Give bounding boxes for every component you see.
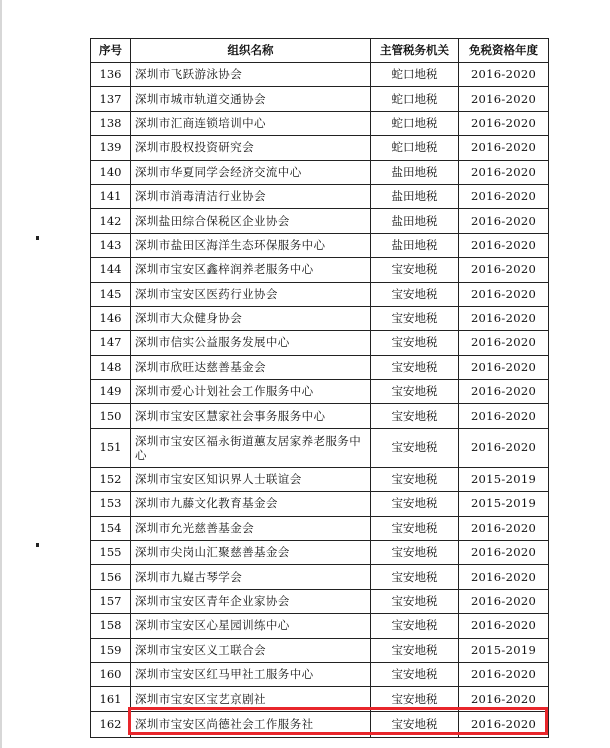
table-row	[91, 63, 549, 87]
exemption-years: 2016-2020	[459, 209, 549, 233]
tax-authority: 蛇口地税	[371, 63, 459, 87]
row-number: 147	[91, 331, 131, 355]
organization-name: 深圳市九藤文化教育基金会	[131, 492, 371, 516]
exemption-years: 2016-2020	[459, 687, 549, 711]
row-number: 158	[91, 614, 131, 638]
exemption-years: 2016-2020	[459, 662, 549, 686]
exemption-years: 2016-2020	[459, 258, 549, 282]
exemption-table	[90, 38, 549, 738]
organization-name: 深圳市爱心计划社会工作服务中心	[131, 380, 371, 404]
tax-authority: 宝安地税	[371, 355, 459, 379]
table-header-row	[91, 39, 549, 63]
table-row	[91, 209, 549, 233]
tax-authority: 宝安地税	[371, 638, 459, 662]
exemption-years: 2015-2019	[459, 638, 549, 662]
margin-mark	[36, 543, 39, 547]
organization-name: 深圳市宝安区鑫梓润养老服务中心	[131, 258, 371, 282]
row-number: 157	[91, 589, 131, 613]
table-row	[91, 380, 549, 404]
tax-authority: 蛇口地税	[371, 87, 459, 111]
exemption-years: 2016-2020	[459, 516, 549, 540]
organization-name: 深圳市宝安区福永街道蕙友居家养老服务中心	[131, 428, 371, 467]
exemption-years: 2016-2020	[459, 136, 549, 160]
exemption-years: 2016-2020	[459, 63, 549, 87]
exemption-years: 2016-2020	[459, 184, 549, 208]
table-row	[91, 160, 549, 184]
organization-name: 深圳市信实公益服务发展中心	[131, 331, 371, 355]
row-number: 154	[91, 516, 131, 540]
exemption-years: 2015-2019	[459, 492, 549, 516]
row-number: 139	[91, 136, 131, 160]
organization-name: 深圳盐田综合保税区企业协会	[131, 209, 371, 233]
exemption-years: 2016-2020	[459, 233, 549, 257]
tax-authority: 盐田地税	[371, 184, 459, 208]
organization-name: 深圳市飞跃游泳协会	[131, 63, 371, 87]
row-number: 161	[91, 687, 131, 711]
organization-name: 深圳市尖岗山汇聚慈善基金会	[131, 541, 371, 565]
organization-name: 深圳市汇商连锁培训中心	[131, 111, 371, 135]
table-row	[91, 404, 549, 428]
row-number: 140	[91, 160, 131, 184]
tax-authority: 盐田地税	[371, 233, 459, 257]
organization-name: 深圳市华夏同学会经济交流中心	[131, 160, 371, 184]
row-number: 136	[91, 63, 131, 87]
table-row	[91, 565, 549, 589]
table-body	[91, 63, 549, 738]
row-number: 138	[91, 111, 131, 135]
exemption-years: 2016-2020	[459, 589, 549, 613]
table-row	[91, 306, 549, 330]
organization-name: 深圳市城市轨道交通协会	[131, 87, 371, 111]
table-row	[91, 258, 549, 282]
organization-name: 深圳市欣旺达慈善基金会	[131, 355, 371, 379]
table-row	[91, 638, 549, 662]
tax-authority: 宝安地税	[371, 516, 459, 540]
organization-name: 深圳市宝安区心星园训练中心	[131, 614, 371, 638]
exemption-years: 2016-2020	[459, 711, 549, 737]
tax-authority: 宝安地税	[371, 282, 459, 306]
row-number: 160	[91, 662, 131, 686]
page-edge	[0, 0, 2, 748]
tax-authority: 宝安地税	[371, 380, 459, 404]
row-number: 145	[91, 282, 131, 306]
organization-name: 深圳市宝安区义工联合会	[131, 638, 371, 662]
row-number: 137	[91, 87, 131, 111]
organization-name: 深圳市宝安区知识界人士联谊会	[131, 467, 371, 491]
highlight-box	[128, 707, 548, 735]
tax-authority: 宝安地税	[371, 662, 459, 686]
exemption-years: 2016-2020	[459, 355, 549, 379]
header-years: 免税资格年度	[459, 39, 549, 63]
tax-authority: 盐田地税	[371, 160, 459, 184]
tax-authority: 宝安地税	[371, 711, 459, 737]
exemption-years: 2016-2020	[459, 160, 549, 184]
organization-name: 深圳市宝安区红马甲社工服务中心	[131, 662, 371, 686]
exemption-years: 2016-2020	[459, 87, 549, 111]
exemption-years: 2016-2020	[459, 565, 549, 589]
table-row	[91, 355, 549, 379]
tax-authority: 宝安地税	[371, 541, 459, 565]
tax-authority: 蛇口地税	[371, 111, 459, 135]
table-row	[91, 111, 549, 135]
header-authority: 主管税务机关	[371, 39, 459, 63]
table-row	[91, 614, 549, 638]
tax-authority: 盐田地税	[371, 209, 459, 233]
organization-name: 深圳市消毒清洁行业协会	[131, 184, 371, 208]
tax-authority: 宝安地税	[371, 589, 459, 613]
tax-authority: 宝安地税	[371, 467, 459, 491]
exemption-years: 2016-2020	[459, 541, 549, 565]
header-name: 组织名称	[131, 39, 371, 63]
exemption-years: 2016-2020	[459, 331, 549, 355]
organization-name: 深圳市宝安区宝艺京剧社	[131, 687, 371, 711]
organization-name: 深圳市宝安区医药行业协会	[131, 282, 371, 306]
exemption-years: 2016-2020	[459, 111, 549, 135]
row-number: 156	[91, 565, 131, 589]
table-row	[91, 136, 549, 160]
row-number: 143	[91, 233, 131, 257]
organization-name: 深圳市九嶷古琴学会	[131, 565, 371, 589]
table-row	[91, 541, 549, 565]
organization-name: 深圳市宝安区尚德社会工作服务社	[131, 711, 371, 737]
row-number: 148	[91, 355, 131, 379]
header-no: 序号	[91, 39, 131, 63]
table-row	[91, 282, 549, 306]
table-row	[91, 428, 549, 467]
tax-authority: 宝安地税	[371, 614, 459, 638]
table-row	[91, 233, 549, 257]
tax-authority: 宝安地税	[371, 258, 459, 282]
row-number: 151	[91, 428, 131, 467]
tax-authority: 宝安地税	[371, 565, 459, 589]
row-number: 149	[91, 380, 131, 404]
table-row	[91, 492, 549, 516]
tax-authority: 蛇口地税	[371, 136, 459, 160]
organization-name: 深圳市宝安区青年企业家协会	[131, 589, 371, 613]
exemption-years: 2015-2019	[459, 467, 549, 491]
row-number: 152	[91, 467, 131, 491]
row-number: 159	[91, 638, 131, 662]
row-number: 150	[91, 404, 131, 428]
tax-authority: 宝安地税	[371, 687, 459, 711]
organization-name: 深圳市股权投资研究会	[131, 136, 371, 160]
table-row	[91, 184, 549, 208]
row-number: 141	[91, 184, 131, 208]
tax-authority: 宝安地税	[371, 492, 459, 516]
row-number: 162	[91, 711, 131, 737]
exemption-years: 2016-2020	[459, 380, 549, 404]
tax-authority: 宝安地税	[371, 428, 459, 467]
tax-authority: 宝安地税	[371, 306, 459, 330]
organization-name: 深圳市允光慈善基金会	[131, 516, 371, 540]
row-number: 144	[91, 258, 131, 282]
tax-authority: 宝安地税	[371, 404, 459, 428]
exemption-years: 2016-2020	[459, 404, 549, 428]
exemption-years: 2016-2020	[459, 282, 549, 306]
margin-mark	[36, 236, 39, 240]
table-row	[91, 467, 549, 491]
organization-name: 深圳市宝安区慧家社会事务服务中心	[131, 404, 371, 428]
exemption-years: 2016-2020	[459, 306, 549, 330]
table-row	[91, 662, 549, 686]
row-number: 142	[91, 209, 131, 233]
exemption-years: 2016-2020	[459, 428, 549, 467]
table-row	[91, 516, 549, 540]
table-row	[91, 87, 549, 111]
row-number: 146	[91, 306, 131, 330]
tax-authority: 宝安地税	[371, 331, 459, 355]
organization-name: 深圳市盐田区海洋生态环保服务中心	[131, 233, 371, 257]
row-number: 153	[91, 492, 131, 516]
table-row	[91, 589, 549, 613]
exemption-years: 2016-2020	[459, 614, 549, 638]
organization-name: 深圳市大众健身协会	[131, 306, 371, 330]
table-row	[91, 331, 549, 355]
row-number: 155	[91, 541, 131, 565]
